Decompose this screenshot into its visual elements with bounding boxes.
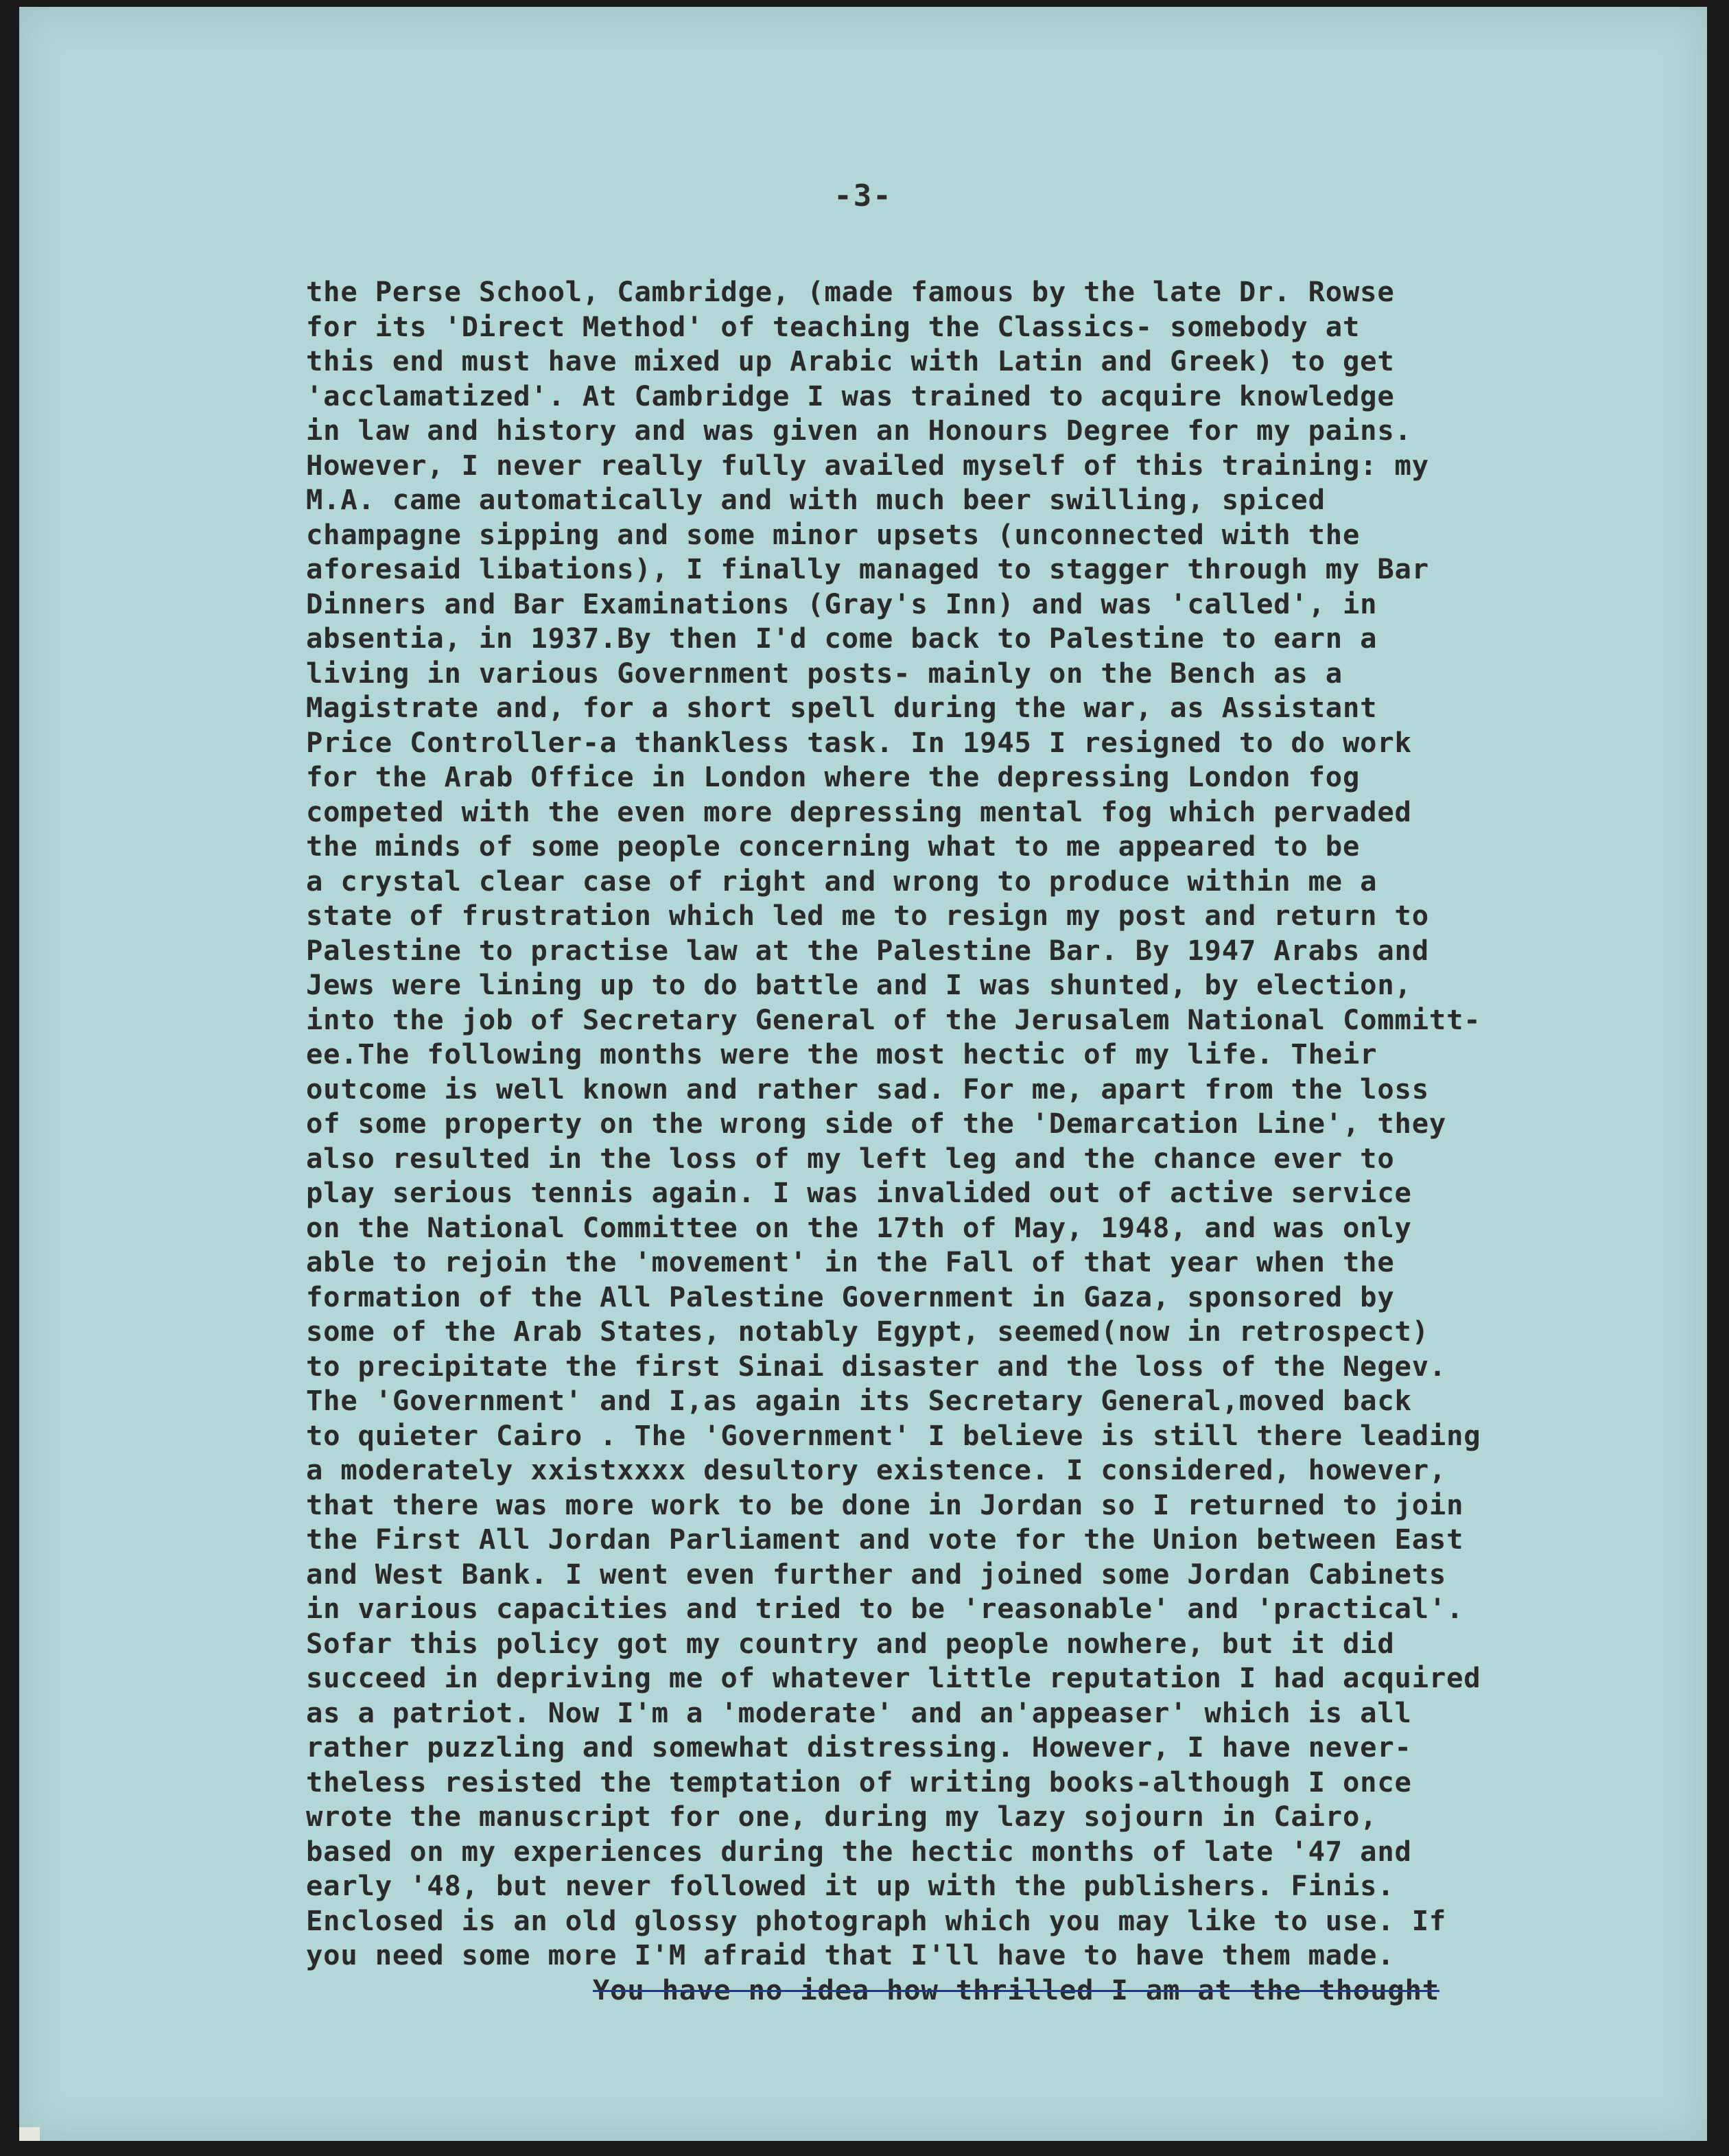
text-line: on the National Committee on the 17th of May, 1948, and was only [306,1210,1412,1244]
text-line: of some property on the wrong side of the 'Demarcation Line', they [306,1107,1447,1140]
text-line: as a patriot. Now I'm a 'moderate' and an'appeaser' which is all [306,1696,1412,1729]
text-line: outcome is well known and rather sad. For me, apart from the loss [306,1072,1429,1105]
letter-body [306,274,1706,2007]
paper-corner [19,2127,40,2141]
text-line: state of frustration which led me to resign my post and return to [306,899,1429,932]
text-line: a crystal clear case of right and wrong to produce within me a [306,864,1378,898]
text-line: based on my experiences during the hectic months of late '47 and [306,1834,1412,1868]
text-line: Magistrate and, for a short spell during the war, as Assistant [306,691,1378,724]
document-page [19,7,1707,2141]
text-line: the Perse School, Cambridge, (made famous by the late Dr. Rowse [306,275,1395,308]
text-line: M.A. came automatically and with much beer swilling, spiced [306,483,1326,516]
text-line: 'acclamatized'. At Cambridge I was trained to acquire knowledge [306,379,1395,412]
text-line: you need some more I'M afraid that I'll have to have them made. [306,1938,1395,1971]
text-line: into the job of Secretary General of the Jerusalem National Committ- [306,1003,1481,1036]
text-line: a moderately xxistxxxx desultory existence. I considered, however, [306,1453,1447,1486]
text-line: succeed in depriving me of whatever little reputation I had acquired [306,1661,1481,1694]
text-line: However, I never really fully availed myself of this training: my [306,448,1429,482]
text-line: and West Bank. I went even further and joined some Jordan Cabinets [306,1557,1447,1591]
text-line: in various capacities and tried to be 'reasonable' and 'practical'. [306,1592,1464,1625]
text-line: theless resisted the temptation of writing books-although I once [306,1765,1412,1798]
text-line: competed with the even more depressing mental fog which pervaded [306,795,1412,828]
text-line: to quieter Cairo . The 'Government' I believe is still there leading [306,1418,1481,1452]
text-line: Palestine to practise law at the Palestine Bar. By 1947 Arabs and [306,933,1429,967]
text-line: some of the Arab States, notably Egypt, seemed(now in retrospect) [306,1315,1429,1348]
text-line: Enclosed is an old glossy photograph which you may like to use. If [306,1903,1447,1937]
page-number: -3- [834,178,893,213]
text-line: for its 'Direct Method' of teaching the Classics- somebody at [306,309,1361,343]
text-line: rather puzzling and somewhat distressing. However, I have never- [306,1731,1412,1764]
text-line: Dinners and Bar Examinations (Gray's Inn) and was 'called', in [306,587,1378,620]
text-line: wrote the manuscript for one, during my lazy sojourn in Cairo, [306,1800,1378,1833]
text-line: early '48, but never followed it up with the publishers. Finis. [306,1869,1395,1902]
text-line: living in various Government posts- mainly on the Bench as a [306,656,1343,690]
text-line: aforesaid libations), I finally managed to stagger through my Bar [306,552,1429,585]
text-line: that there was more work to be done in Jordan so I returned to join [306,1488,1464,1521]
text-line: this end must have mixed up Arabic with Latin and Greek) to get [306,344,1395,377]
text-line: able to rejoin the 'movement' in the Fall of that year when the [306,1245,1395,1278]
struck-through-line: You have no idea how thrilled I am at the thought [593,1973,1439,2006]
text-line: for the Arab Office in London where the depressing London fog [306,760,1361,793]
text-line: to precipitate the first Sinai disaster and the loss of the Negev. [306,1349,1447,1383]
text-line: in law and history and was given an Honours Degree for my pains. [306,414,1412,447]
text-line: also resulted in the loss of my left leg and the chance ever to [306,1141,1395,1175]
text-line: ee.The following months were the most hectic of my life. Their [306,1038,1378,1070]
text-line: the minds of some people concerning what to me appeared to be [306,830,1361,863]
text-line: The 'Government' and I,as again its Secretary General,moved back [306,1384,1412,1417]
text-line: play serious tennis again. I was invalided out of active service [306,1176,1412,1209]
text-line: Jews were lining up to do battle and I was shunted, by election, [306,968,1412,1001]
text-line: the First All Jordan Parliament and vote for the Union between East [306,1523,1464,1556]
text-line: Price Controller-a thankless task. In 1945 I resigned to do work [306,725,1412,759]
text-line: absentia, in 1937.By then I'd come back to Palestine to earn a [306,622,1378,655]
text-line: Sofar this policy got my country and people nowhere, but it did [306,1626,1395,1660]
text-line: champagne sipping and some minor upsets (unconnected with the [306,517,1361,551]
text-line: formation of the All Palestine Government in Gaza, sponsored by [306,1280,1395,1313]
